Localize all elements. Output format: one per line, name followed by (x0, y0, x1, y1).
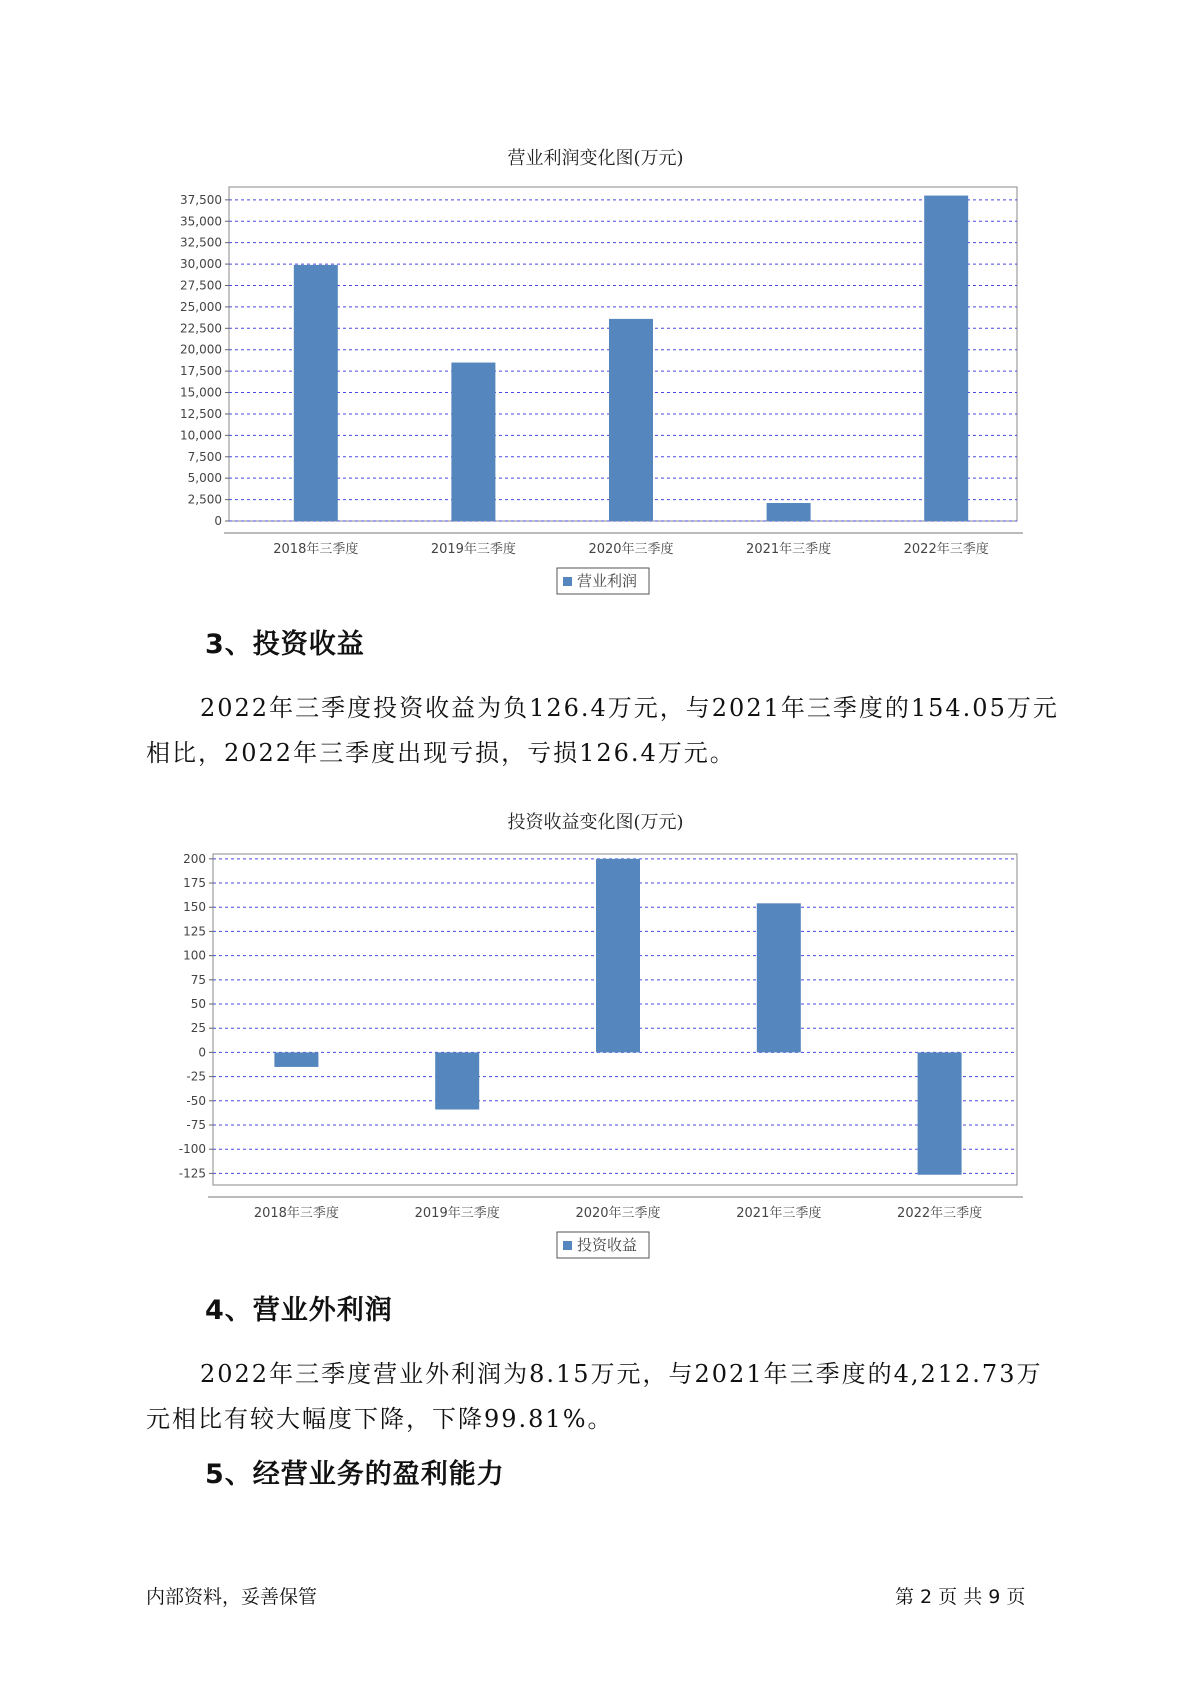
x-tick-label: 2020年三季度 (588, 542, 674, 557)
y-tick-label: 17,500 (180, 364, 222, 379)
y-tick-label: 200 (183, 851, 206, 866)
y-tick-label: 10,000 (180, 428, 222, 443)
bar (274, 1052, 318, 1067)
y-tick-label: -100 (178, 1142, 206, 1157)
y-tick-label: 175 (183, 876, 206, 891)
y-tick-label: 37,500 (180, 192, 222, 207)
y-tick-label: 25,000 (180, 299, 222, 314)
x-tick-label: 2022年三季度 (903, 542, 989, 557)
y-tick-label: 27,500 (180, 278, 222, 293)
legend-label: 营业利润 (577, 572, 638, 590)
y-tick-label: 5,000 (187, 471, 222, 486)
bar (918, 1052, 962, 1174)
y-tick-label: 30,000 (180, 257, 222, 272)
x-tick-label: 2019年三季度 (414, 1206, 500, 1221)
operating-profit-chart (0, 180, 1191, 600)
y-tick-label: -75 (186, 1117, 206, 1132)
y-tick-label: 22,500 (180, 321, 222, 336)
y-tick-label: 20,000 (180, 342, 222, 357)
y-tick-label: 100 (183, 948, 206, 963)
y-tick-label: 50 (190, 997, 206, 1012)
investment-income-chart (0, 846, 1191, 1266)
y-tick-label: -125 (178, 1166, 206, 1181)
x-tick-label: 2018年三季度 (273, 542, 359, 557)
x-tick-label: 2020年三季度 (575, 1206, 661, 1221)
bar (767, 503, 811, 521)
y-tick-label: 0 (198, 1045, 206, 1060)
y-tick-label: -50 (186, 1093, 206, 1108)
y-tick-label: -25 (186, 1069, 206, 1084)
section-3-line-2: 相比，2022年三季度出现亏损，亏损126.4万元。 (146, 739, 736, 767)
section-4-paragraph (146, 1352, 1066, 1442)
y-tick-label: 2,500 (187, 492, 222, 507)
y-tick-label: 7,500 (187, 449, 222, 464)
legend (557, 568, 649, 594)
section-3-heading: 3、投资收益 (205, 629, 365, 660)
section-4-line-2: 元相比有较大幅度下降，下降99.81%。 (146, 1405, 614, 1433)
footer-confidential-note: 内部资料，妥善保管 (146, 1586, 318, 1608)
bar (757, 903, 801, 1052)
y-tick-label: 0 (214, 514, 222, 528)
x-tick-label: 2021年三季度 (746, 542, 832, 557)
y-tick-label: 75 (190, 972, 206, 987)
bar (924, 196, 968, 521)
bar (435, 1052, 479, 1109)
legend (557, 1232, 649, 1258)
bar (596, 859, 640, 1053)
section-3-line-1: 2022年三季度投资收益为负126.4万元，与2021年三季度的154.05万元 (200, 694, 1059, 722)
x-tick-label: 2018年三季度 (253, 1206, 339, 1221)
y-tick-label: 25 (190, 1021, 206, 1036)
bar (609, 319, 653, 521)
x-tick-label: 2019年三季度 (430, 542, 516, 557)
y-tick-label: 150 (183, 900, 206, 915)
y-tick-label: 12,500 (180, 406, 222, 421)
legend-swatch (563, 577, 572, 586)
bar (294, 265, 338, 521)
section-4-heading: 4、营业外利润 (205, 1295, 393, 1326)
chart1-title: 营业利润变化图(万元) (507, 148, 684, 169)
y-tick-label: 32,500 (180, 235, 222, 250)
x-tick-label: 2022年三季度 (897, 1206, 983, 1221)
legend-label: 投资收益 (577, 1236, 638, 1254)
bar (451, 363, 495, 521)
x-tick-label: 2021年三季度 (736, 1206, 822, 1221)
y-tick-label: 125 (183, 924, 206, 939)
chart2-title: 投资收益变化图(万元) (507, 812, 684, 833)
legend-swatch (563, 1241, 572, 1250)
y-tick-label: 15,000 (180, 385, 222, 400)
footer-page-number: 第 2 页 共 9 页 (895, 1586, 1026, 1608)
section-3-paragraph (146, 686, 1066, 776)
y-tick-label: 35,000 (180, 214, 222, 229)
section-5-heading: 5、经营业务的盈利能力 (205, 1459, 505, 1490)
section-4-line-1: 2022年三季度营业外利润为8.15万元，与2021年三季度的4,212.73万 (200, 1360, 1043, 1388)
